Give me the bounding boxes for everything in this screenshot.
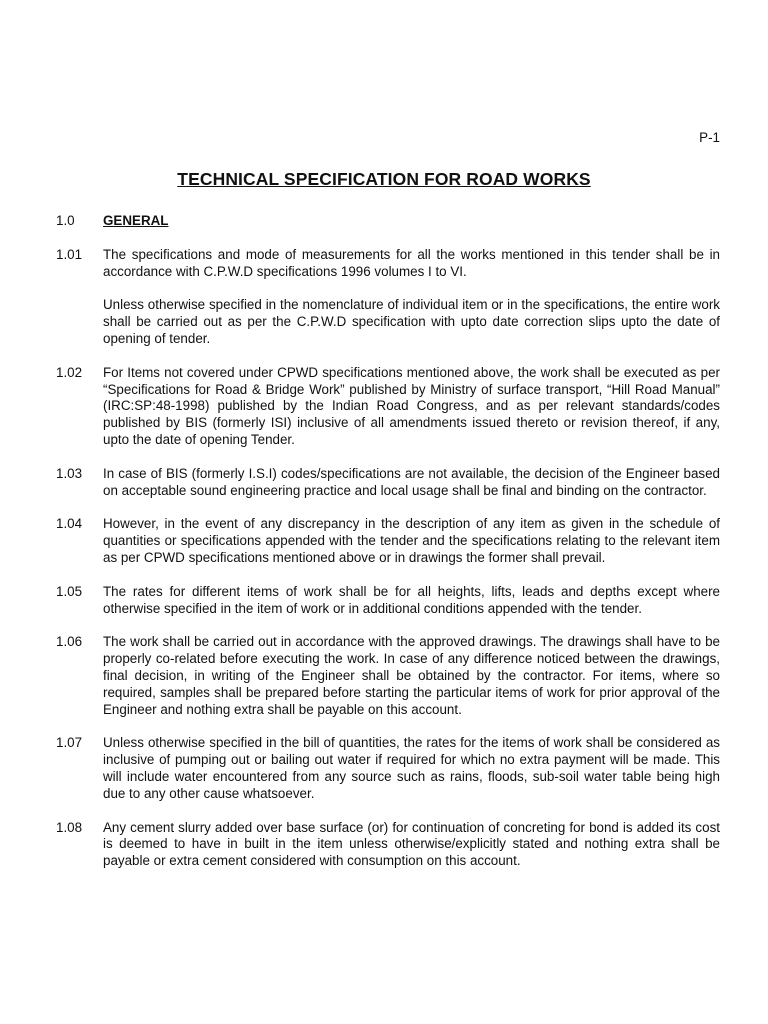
clause-number: 1.06 (56, 634, 83, 650)
clause-number: 1.07 (56, 735, 83, 751)
clause-paragraph: Unless otherwise specified in the bill of quantities, the rates for the items of work shall be considered as inclusive of pumping out or bailing out water if required for which no extra payment will be made. This will include water encountered from any source such as rains, floods, sub-soil water table being high due to any other cause whatsoever. (103, 735, 720, 801)
clause-paragraph: The work shall be carried out in accordance with the approved drawings. The drawings shall have to be properly co-related before executing the work. In case of any difference noticed between the drawings, final decision, in writing of the Engineer shall be obtained by the contractor. For items, where so required, samples shall be prepared before starting the particular items of work for prior approval of the Engineer and nothing extra shall be payable on this account. (103, 634, 720, 717)
clause-number: 1.01 (56, 246, 83, 262)
clause-paragraph: Any cement slurry added over base surface (or) for continuation of concreting for bond is added its cost is deemed to have in built in the item unless otherwise/explicitly stated and nothing extra shall be payable or extra cement considered with consumption on this account. (103, 819, 720, 869)
clause-number: 1.08 (56, 819, 83, 835)
clause-1-04 (56, 516, 720, 566)
clause-1-05 (56, 584, 720, 618)
clause-body (103, 584, 720, 618)
clause-body (103, 247, 720, 348)
clause-number: 1.03 (56, 465, 83, 481)
clause-body (103, 516, 720, 566)
clause-1-03 (56, 466, 720, 500)
clause-paragraph: The specifications and mode of measurements for all the works mentioned in this tender shall be in accordance with C.P.W.D specifications 1996 volumes I to VI. (103, 246, 720, 279)
clause-paragraph: In case of BIS (formerly I.S.I) codes/specifications are not available, the decision of the Engineer based on acceptable sound engineering practice and local usage shall be final and binding on the contractor. (103, 465, 720, 498)
clause-number: 1.02 (56, 364, 83, 380)
clause-paragraph: Unless otherwise specified in the nomenclature of individual item or in the specifications, the entire work shall be carried out as per the C.P.W.D specification with upto date correction slips upto the date of opening of tender. (103, 297, 720, 346)
section-number: 1.0 (56, 213, 75, 228)
clause-1-01 (56, 247, 720, 348)
section-heading-row (56, 213, 720, 230)
clause-body (103, 735, 720, 802)
clause-number: 1.05 (56, 583, 83, 599)
clause-number: 1.04 (56, 516, 83, 532)
clause-paragraph: The rates for different items of work shall be for all heights, lifts, leads and depths except where otherwise specified in the item of work or in additional conditions appended with the tender. (103, 583, 720, 616)
clause-1-02 (56, 365, 720, 449)
clause-paragraph: For Items not covered under CPWD specifications mentioned above, the work shall be executed as per “Specifications for Road & Bridge Work” published by Ministry of surface transport, “Hill Road Manual” (IRC:SP:48-1998) published by the Indian Road Congress, and as per relevant standards/codes published by BIS (formerly ISI) inclusive of all amendments issued thereto or revision thereof, if any, upto the date of opening Tender. (103, 364, 720, 447)
clause-paragraph: However, in the event of any discrepancy in the description of any item as given in the schedule of quantities or specifications appended with the tender and the specifications relating to the relevant item as per CPWD specifications mentioned above or in drawings the former shall prevail. (103, 516, 720, 565)
clause-1-06 (56, 634, 720, 718)
clause-body (103, 365, 720, 449)
clause-body (103, 466, 720, 500)
clause-1-07 (56, 735, 720, 802)
document-body (56, 213, 720, 870)
document-title: TECHNICAL SPECIFICATION FOR ROAD WORKS (177, 169, 591, 189)
clause-body (103, 634, 720, 718)
page-number: P-1 (699, 130, 720, 145)
clause-1-08 (56, 820, 720, 870)
clause-body (103, 820, 720, 870)
section-heading: GENERAL (103, 213, 169, 228)
